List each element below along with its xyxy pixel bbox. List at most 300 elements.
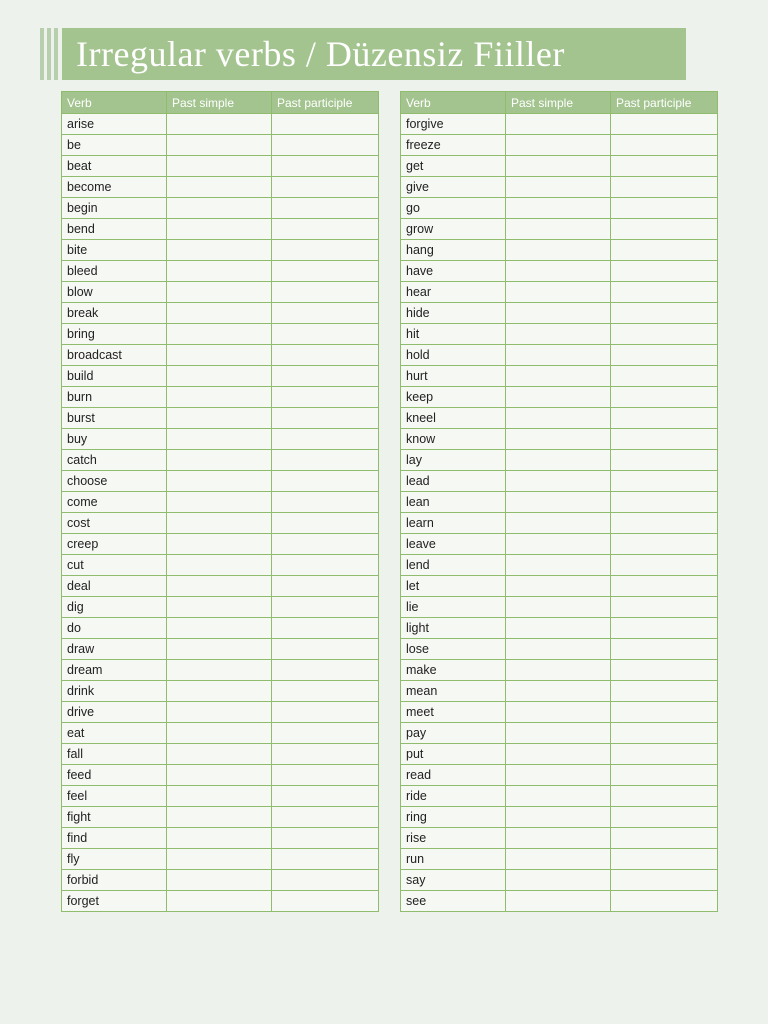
table-row bbox=[62, 324, 379, 345]
past-participle-cell[interactable] bbox=[272, 849, 379, 870]
verb-cell: lay bbox=[401, 450, 506, 471]
table-row bbox=[62, 849, 379, 870]
verb-cell: leave bbox=[401, 534, 506, 555]
past-participle-cell[interactable] bbox=[611, 576, 718, 597]
past-simple-cell[interactable] bbox=[167, 303, 272, 324]
verb-cell: get bbox=[401, 156, 506, 177]
verb-cell: cost bbox=[62, 513, 167, 534]
past-participle-cell[interactable] bbox=[272, 345, 379, 366]
past-simple-cell[interactable] bbox=[506, 114, 611, 135]
table-row bbox=[401, 618, 718, 639]
past-participle-cell[interactable] bbox=[272, 282, 379, 303]
past-simple-cell[interactable] bbox=[167, 639, 272, 660]
table-row bbox=[62, 618, 379, 639]
verb-cell: bend bbox=[62, 219, 167, 240]
past-participle-cell[interactable] bbox=[611, 198, 718, 219]
past-participle-cell[interactable] bbox=[611, 807, 718, 828]
past-simple-cell[interactable] bbox=[167, 849, 272, 870]
verb-cell: meet bbox=[401, 702, 506, 723]
verb-cell: grow bbox=[401, 219, 506, 240]
table-row bbox=[62, 513, 379, 534]
table-row bbox=[401, 492, 718, 513]
verb-cell: feed bbox=[62, 765, 167, 786]
table-row bbox=[401, 870, 718, 891]
verb-cell: freeze bbox=[401, 135, 506, 156]
past-participle-cell[interactable] bbox=[272, 828, 379, 849]
past-participle-cell[interactable] bbox=[611, 135, 718, 156]
past-participle-cell[interactable] bbox=[272, 891, 379, 912]
past-participle-cell[interactable] bbox=[272, 366, 379, 387]
past-simple-cell[interactable] bbox=[167, 744, 272, 765]
header-past-simple: Past simple bbox=[167, 92, 272, 114]
past-simple-cell[interactable] bbox=[506, 534, 611, 555]
verb-cell: read bbox=[401, 765, 506, 786]
verb-cell: let bbox=[401, 576, 506, 597]
verb-cell: lose bbox=[401, 639, 506, 660]
verb-cell: forgive bbox=[401, 114, 506, 135]
past-participle-cell[interactable] bbox=[272, 744, 379, 765]
past-simple-cell[interactable] bbox=[506, 324, 611, 345]
past-participle-cell[interactable] bbox=[272, 639, 379, 660]
verb-cell: break bbox=[62, 303, 167, 324]
table-row bbox=[401, 576, 718, 597]
verb-cell: run bbox=[401, 849, 506, 870]
table-row bbox=[401, 429, 718, 450]
past-simple-cell[interactable] bbox=[167, 786, 272, 807]
past-participle-cell[interactable] bbox=[611, 429, 718, 450]
past-simple-cell[interactable] bbox=[506, 345, 611, 366]
verb-cell: hold bbox=[401, 345, 506, 366]
past-simple-cell[interactable] bbox=[506, 282, 611, 303]
verb-cell: feel bbox=[62, 786, 167, 807]
past-simple-cell[interactable] bbox=[506, 429, 611, 450]
table-row bbox=[401, 723, 718, 744]
past-simple-cell[interactable] bbox=[167, 534, 272, 555]
past-participle-cell[interactable] bbox=[272, 135, 379, 156]
title-decoration-stripe bbox=[54, 28, 58, 80]
past-participle-cell[interactable] bbox=[272, 492, 379, 513]
verb-cell: ride bbox=[401, 786, 506, 807]
table-row bbox=[401, 198, 718, 219]
past-participle-cell[interactable] bbox=[611, 324, 718, 345]
past-participle-cell[interactable] bbox=[272, 429, 379, 450]
verb-cell: hide bbox=[401, 303, 506, 324]
past-simple-cell[interactable] bbox=[506, 828, 611, 849]
table-row bbox=[401, 387, 718, 408]
table-row bbox=[401, 765, 718, 786]
past-participle-cell[interactable] bbox=[611, 408, 718, 429]
table-row bbox=[62, 240, 379, 261]
past-participle-cell[interactable] bbox=[272, 114, 379, 135]
past-simple-cell[interactable] bbox=[506, 660, 611, 681]
past-simple-cell[interactable] bbox=[506, 135, 611, 156]
table-row bbox=[62, 492, 379, 513]
past-participle-cell[interactable] bbox=[272, 513, 379, 534]
past-simple-cell[interactable] bbox=[506, 450, 611, 471]
verb-cell: bring bbox=[62, 324, 167, 345]
past-participle-cell[interactable] bbox=[272, 156, 379, 177]
past-simple-cell[interactable] bbox=[167, 828, 272, 849]
past-participle-cell[interactable] bbox=[611, 261, 718, 282]
past-participle-cell[interactable] bbox=[272, 471, 379, 492]
past-participle-cell[interactable] bbox=[272, 618, 379, 639]
verb-cell: hang bbox=[401, 240, 506, 261]
verb-cell: hit bbox=[401, 324, 506, 345]
table-row bbox=[62, 177, 379, 198]
past-simple-cell[interactable] bbox=[167, 660, 272, 681]
table-row bbox=[401, 807, 718, 828]
table-row bbox=[401, 366, 718, 387]
verb-cell: become bbox=[62, 177, 167, 198]
past-participle-cell[interactable] bbox=[272, 387, 379, 408]
verb-cell: pay bbox=[401, 723, 506, 744]
past-participle-cell[interactable] bbox=[611, 828, 718, 849]
past-simple-cell[interactable] bbox=[167, 891, 272, 912]
past-participle-cell[interactable] bbox=[611, 618, 718, 639]
past-simple-cell[interactable] bbox=[506, 366, 611, 387]
past-simple-cell[interactable] bbox=[167, 366, 272, 387]
past-simple-cell[interactable] bbox=[167, 219, 272, 240]
verb-cell: bleed bbox=[62, 261, 167, 282]
verb-cell: creep bbox=[62, 534, 167, 555]
table-row bbox=[401, 324, 718, 345]
table-row bbox=[62, 198, 379, 219]
table-row bbox=[401, 135, 718, 156]
past-participle-cell[interactable] bbox=[272, 261, 379, 282]
past-participle-cell[interactable] bbox=[611, 555, 718, 576]
verb-cell: dig bbox=[62, 597, 167, 618]
past-simple-cell[interactable] bbox=[506, 702, 611, 723]
past-participle-cell[interactable] bbox=[611, 702, 718, 723]
table-row bbox=[62, 702, 379, 723]
past-simple-cell[interactable] bbox=[167, 345, 272, 366]
past-participle-cell[interactable] bbox=[272, 555, 379, 576]
table-row bbox=[401, 303, 718, 324]
verb-cell: eat bbox=[62, 723, 167, 744]
verb-cell: find bbox=[62, 828, 167, 849]
table-row bbox=[62, 219, 379, 240]
table-row bbox=[401, 471, 718, 492]
past-participle-cell[interactable] bbox=[272, 681, 379, 702]
past-participle-cell[interactable] bbox=[611, 870, 718, 891]
past-participle-cell[interactable] bbox=[611, 156, 718, 177]
table-row bbox=[401, 450, 718, 471]
table-row bbox=[401, 639, 718, 660]
past-participle-cell[interactable] bbox=[272, 324, 379, 345]
past-simple-cell[interactable] bbox=[506, 156, 611, 177]
past-simple-cell[interactable] bbox=[506, 177, 611, 198]
past-participle-cell[interactable] bbox=[272, 408, 379, 429]
page-title: Irregular verbs / Düzensiz Fiiller bbox=[76, 34, 565, 74]
past-simple-cell[interactable] bbox=[167, 261, 272, 282]
past-simple-cell[interactable] bbox=[506, 198, 611, 219]
verb-cell: hear bbox=[401, 282, 506, 303]
verb-cell: put bbox=[401, 744, 506, 765]
past-participle-cell[interactable] bbox=[611, 639, 718, 660]
past-simple-cell[interactable] bbox=[167, 324, 272, 345]
table-row bbox=[401, 408, 718, 429]
past-participle-cell[interactable] bbox=[611, 513, 718, 534]
past-participle-cell[interactable] bbox=[272, 177, 379, 198]
past-simple-cell[interactable] bbox=[506, 219, 611, 240]
past-simple-cell[interactable] bbox=[167, 429, 272, 450]
past-participle-cell[interactable] bbox=[611, 345, 718, 366]
verb-cell: give bbox=[401, 177, 506, 198]
past-participle-cell[interactable] bbox=[611, 534, 718, 555]
past-participle-cell[interactable] bbox=[611, 765, 718, 786]
past-simple-cell[interactable] bbox=[506, 744, 611, 765]
past-participle-cell[interactable] bbox=[611, 240, 718, 261]
past-participle-cell[interactable] bbox=[611, 387, 718, 408]
table-row bbox=[62, 282, 379, 303]
table-row bbox=[401, 261, 718, 282]
past-participle-cell[interactable] bbox=[272, 597, 379, 618]
table-row bbox=[62, 891, 379, 912]
table-header-row bbox=[401, 92, 718, 114]
table-row bbox=[62, 303, 379, 324]
title-decoration-stripe bbox=[40, 28, 44, 80]
past-participle-cell[interactable] bbox=[272, 660, 379, 681]
table-row bbox=[62, 345, 379, 366]
past-participle-cell[interactable] bbox=[272, 723, 379, 744]
past-simple-cell[interactable] bbox=[167, 408, 272, 429]
verb-cell: see bbox=[401, 891, 506, 912]
past-participle-cell[interactable] bbox=[272, 807, 379, 828]
verb-cell: learn bbox=[401, 513, 506, 534]
past-simple-cell[interactable] bbox=[167, 387, 272, 408]
verb-cell: say bbox=[401, 870, 506, 891]
past-simple-cell[interactable] bbox=[506, 387, 611, 408]
past-participle-cell[interactable] bbox=[611, 366, 718, 387]
past-simple-cell[interactable] bbox=[506, 849, 611, 870]
past-simple-cell[interactable] bbox=[506, 786, 611, 807]
past-simple-cell[interactable] bbox=[506, 240, 611, 261]
verb-cell: bite bbox=[62, 240, 167, 261]
verb-cell: kneel bbox=[401, 408, 506, 429]
past-simple-cell[interactable] bbox=[167, 597, 272, 618]
past-simple-cell[interactable] bbox=[167, 702, 272, 723]
past-participle-cell[interactable] bbox=[611, 681, 718, 702]
past-simple-cell[interactable] bbox=[167, 555, 272, 576]
table-row bbox=[401, 597, 718, 618]
table-row bbox=[401, 282, 718, 303]
past-participle-cell[interactable] bbox=[272, 219, 379, 240]
verb-cell: lend bbox=[401, 555, 506, 576]
verb-cell: catch bbox=[62, 450, 167, 471]
table-row bbox=[62, 744, 379, 765]
table-row bbox=[62, 261, 379, 282]
table-row bbox=[62, 597, 379, 618]
past-participle-cell[interactable] bbox=[611, 891, 718, 912]
header-past-participle: Past participle bbox=[611, 92, 718, 114]
past-participle-cell[interactable] bbox=[272, 786, 379, 807]
table-row bbox=[62, 639, 379, 660]
table-row bbox=[62, 807, 379, 828]
past-simple-cell[interactable] bbox=[506, 639, 611, 660]
verb-cell: lead bbox=[401, 471, 506, 492]
past-participle-cell[interactable] bbox=[272, 576, 379, 597]
past-simple-cell[interactable] bbox=[506, 555, 611, 576]
past-simple-cell[interactable] bbox=[506, 681, 611, 702]
verb-cell: dream bbox=[62, 660, 167, 681]
verb-cell: burn bbox=[62, 387, 167, 408]
past-participle-cell[interactable] bbox=[611, 303, 718, 324]
past-simple-cell[interactable] bbox=[167, 513, 272, 534]
verb-cell: drink bbox=[62, 681, 167, 702]
past-participle-cell[interactable] bbox=[611, 114, 718, 135]
table-row bbox=[401, 660, 718, 681]
verb-cell: be bbox=[62, 135, 167, 156]
table-row bbox=[62, 135, 379, 156]
past-participle-cell[interactable] bbox=[611, 471, 718, 492]
title-decoration-stripe bbox=[47, 28, 51, 80]
verb-cell: lean bbox=[401, 492, 506, 513]
past-simple-cell[interactable] bbox=[506, 597, 611, 618]
verb-cell: arise bbox=[62, 114, 167, 135]
past-simple-cell[interactable] bbox=[167, 177, 272, 198]
verb-cell: build bbox=[62, 366, 167, 387]
past-participle-cell[interactable] bbox=[272, 240, 379, 261]
verb-cell: drive bbox=[62, 702, 167, 723]
past-simple-cell[interactable] bbox=[506, 765, 611, 786]
past-participle-cell[interactable] bbox=[611, 177, 718, 198]
past-participle-cell[interactable] bbox=[272, 198, 379, 219]
past-participle-cell[interactable] bbox=[272, 534, 379, 555]
table-row bbox=[62, 471, 379, 492]
table-row bbox=[62, 723, 379, 744]
header-verb: Verb bbox=[62, 92, 167, 114]
table-row bbox=[401, 240, 718, 261]
past-participle-cell[interactable] bbox=[611, 744, 718, 765]
past-simple-cell[interactable] bbox=[167, 240, 272, 261]
past-simple-cell[interactable] bbox=[167, 681, 272, 702]
table-row bbox=[401, 219, 718, 240]
past-simple-cell[interactable] bbox=[167, 450, 272, 471]
verb-cell: mean bbox=[401, 681, 506, 702]
past-simple-cell[interactable] bbox=[506, 492, 611, 513]
verb-cell: fly bbox=[62, 849, 167, 870]
verb-cell: deal bbox=[62, 576, 167, 597]
past-simple-cell[interactable] bbox=[506, 870, 611, 891]
past-participle-cell[interactable] bbox=[272, 702, 379, 723]
past-simple-cell[interactable] bbox=[167, 471, 272, 492]
verb-cell: light bbox=[401, 618, 506, 639]
table-row bbox=[62, 786, 379, 807]
past-participle-cell[interactable] bbox=[611, 450, 718, 471]
past-simple-cell[interactable] bbox=[167, 807, 272, 828]
table-row bbox=[401, 156, 718, 177]
table-row bbox=[401, 177, 718, 198]
verb-table-right bbox=[400, 91, 718, 912]
verb-cell: hurt bbox=[401, 366, 506, 387]
past-participle-cell[interactable] bbox=[272, 870, 379, 891]
past-simple-cell[interactable] bbox=[167, 135, 272, 156]
table-row bbox=[62, 366, 379, 387]
past-participle-cell[interactable] bbox=[611, 219, 718, 240]
past-simple-cell[interactable] bbox=[167, 156, 272, 177]
past-simple-cell[interactable] bbox=[167, 114, 272, 135]
verb-cell: do bbox=[62, 618, 167, 639]
header-past-simple: Past simple bbox=[506, 92, 611, 114]
past-simple-cell[interactable] bbox=[506, 261, 611, 282]
table-row bbox=[62, 114, 379, 135]
past-participle-cell[interactable] bbox=[272, 765, 379, 786]
verb-cell: come bbox=[62, 492, 167, 513]
verb-cell: fight bbox=[62, 807, 167, 828]
table-row bbox=[62, 387, 379, 408]
verb-cell: begin bbox=[62, 198, 167, 219]
table-row bbox=[401, 681, 718, 702]
table-row bbox=[401, 786, 718, 807]
verb-cell: fall bbox=[62, 744, 167, 765]
past-simple-cell[interactable] bbox=[506, 303, 611, 324]
past-participle-cell[interactable] bbox=[611, 660, 718, 681]
header-past-participle: Past participle bbox=[272, 92, 379, 114]
past-simple-cell[interactable] bbox=[506, 576, 611, 597]
past-participle-cell[interactable] bbox=[272, 450, 379, 471]
table-row bbox=[62, 576, 379, 597]
verb-cell: broadcast bbox=[62, 345, 167, 366]
past-participle-cell[interactable] bbox=[611, 849, 718, 870]
past-participle-cell[interactable] bbox=[611, 597, 718, 618]
header-verb: Verb bbox=[401, 92, 506, 114]
verb-cell: go bbox=[401, 198, 506, 219]
past-simple-cell[interactable] bbox=[506, 471, 611, 492]
table-row bbox=[401, 513, 718, 534]
past-participle-cell[interactable] bbox=[611, 492, 718, 513]
past-simple-cell[interactable] bbox=[506, 408, 611, 429]
past-participle-cell[interactable] bbox=[272, 303, 379, 324]
table-row bbox=[401, 849, 718, 870]
verb-cell: forbid bbox=[62, 870, 167, 891]
table-header-row bbox=[62, 92, 379, 114]
verb-cell: know bbox=[401, 429, 506, 450]
verb-cell: buy bbox=[62, 429, 167, 450]
past-simple-cell[interactable] bbox=[506, 723, 611, 744]
past-simple-cell[interactable] bbox=[167, 492, 272, 513]
past-simple-cell[interactable] bbox=[167, 576, 272, 597]
verb-cell: have bbox=[401, 261, 506, 282]
past-participle-cell[interactable] bbox=[611, 786, 718, 807]
table-row bbox=[62, 681, 379, 702]
table-row bbox=[62, 870, 379, 891]
past-simple-cell[interactable] bbox=[167, 198, 272, 219]
past-simple-cell[interactable] bbox=[506, 891, 611, 912]
past-simple-cell[interactable] bbox=[167, 870, 272, 891]
table-row bbox=[401, 828, 718, 849]
table-row bbox=[62, 429, 379, 450]
verb-cell: choose bbox=[62, 471, 167, 492]
past-simple-cell[interactable] bbox=[506, 513, 611, 534]
past-simple-cell[interactable] bbox=[506, 618, 611, 639]
table-row bbox=[401, 744, 718, 765]
past-simple-cell[interactable] bbox=[506, 807, 611, 828]
table-row bbox=[401, 534, 718, 555]
verb-table-left bbox=[61, 91, 379, 912]
past-simple-cell[interactable] bbox=[167, 723, 272, 744]
past-participle-cell[interactable] bbox=[611, 723, 718, 744]
table-row bbox=[401, 114, 718, 135]
verb-cell: rise bbox=[401, 828, 506, 849]
verb-cell: burst bbox=[62, 408, 167, 429]
table-row bbox=[62, 450, 379, 471]
past-simple-cell[interactable] bbox=[167, 618, 272, 639]
verb-cell: beat bbox=[62, 156, 167, 177]
past-simple-cell[interactable] bbox=[167, 282, 272, 303]
past-simple-cell[interactable] bbox=[167, 765, 272, 786]
title-banner bbox=[62, 28, 686, 80]
past-participle-cell[interactable] bbox=[611, 282, 718, 303]
